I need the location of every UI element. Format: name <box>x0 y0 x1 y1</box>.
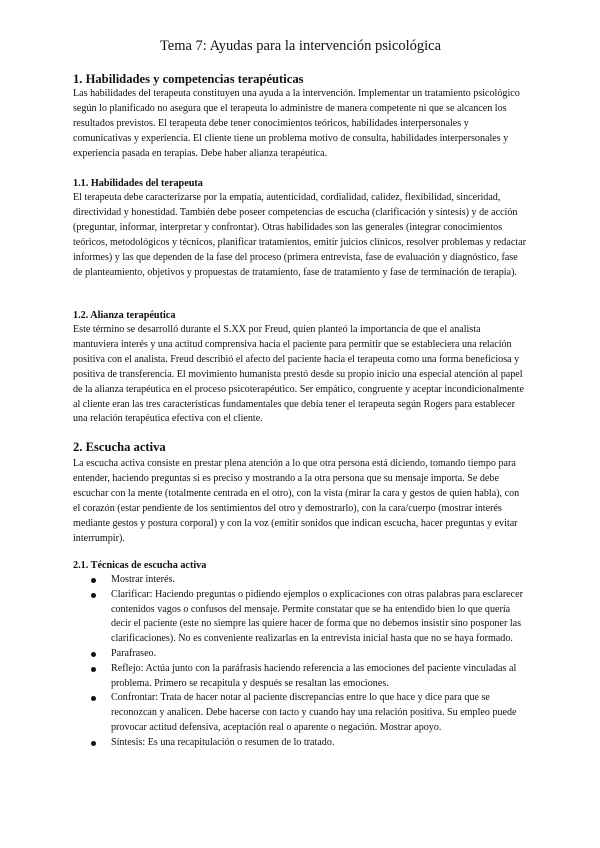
list-item <box>91 736 528 751</box>
section-heading-escucha-activa: 2. Escucha activa <box>73 440 166 454</box>
list-item <box>91 662 528 692</box>
list-item-text: Reflejo: Actúa junto con la paráfrasis haciendo referencia a las emociones del paciente vinculadas al problema. Primero se recapitula y después se resaltan las emociones. <box>111 662 517 689</box>
bullet-icon <box>91 667 96 672</box>
section-heading-habilidades-competencias: 1. Habilidades y competencias terapéuticas <box>73 72 304 86</box>
list-item <box>91 573 528 588</box>
list-item-text: Clarificar: Haciendo preguntas o pidiendo ejemplos o explicaciones con otras palabras para esclarecer contenidos vagos o confusos del mensaje. Permite constatar que se ha entendido bien lo que quería decir el paciente (este no siempre las quiere hacer de forma que no debemos insistir sino posponer las clarificaciones). No es conveniente realizarlas en la entrevista inicial hasta que no se haya formado. <box>111 588 523 645</box>
bullet-icon <box>91 593 96 598</box>
bullet-icon <box>91 696 96 701</box>
section-paragraph-habilidades-competencias: Las habilidades del terapeuta constituyen una ayuda a la intervención. Implementar un tratamiento psicológico según lo planificado no asegura que el terapeuta lo administre de manera competente ni que se alcancen los resultados previstos. El terapeuta debe tener conocimientos teóricos, habilidades interpersonales y comunicativas y experiencia. El cliente tiene un problema motivo de consulta, habilidades interpersonales y experiencia pasada en terapias. Debe haber alianza terapéutica. <box>73 88 520 159</box>
section-paragraph-escucha-activa: La escucha activa consiste en prestar plena atención a lo que otra persona está diciendo, tomando tiempo para entender, haciendo preguntas si es preciso y mostrando a la otra persona que su mensaje importa. Se debe escuchar con la mente (totalmente centrada en el otro), con la vista (mirar la cara y gestos de quien habla), con el corazón (estar pendiente de los sentimientos del otro y demostrarlo), con la cara/cuerpo (mostrar interés mediante gestos y postura corporal) y con la voz (emitir sonidos que indican escucha, hacer preguntas y evitar interrumpir). <box>73 458 520 544</box>
list-item-text: Síntesis: Es una recapitulación o resumen de lo tratado. <box>111 736 335 748</box>
bullet-icon <box>91 741 96 746</box>
subsection-paragraph-habilidades-terapeuta: El terapeuta debe caracterizarse por la empatía, autenticidad, cordialidad, calidez, flexibilidad, sinceridad, directividad y honestidad. También debe poseer competencias de escucha (clarificación y síntesis) y de acción (preguntar, informar, interpretar y confrontar). Otras habilidades son las generales (integrar conocimientos teóricos, metodológicos y técnicos, planificar tratamientos, emitir juicios clínicos, resolver problemas y redactar informes) y las que dependen de la fase del proceso (primera entrevista, fase de evaluación y diagnóstico, fase de planteamiento, objetivos y propuestas de tratamiento, fase de tratamiento y fase de terminación de terapia). <box>73 192 526 278</box>
subsection-heading-alianza-terapeutica: 1.2. Alianza terapéutica <box>73 310 176 321</box>
list-item <box>91 691 528 735</box>
subsection-paragraph-alianza-terapeutica: Este término se desarrolló durante el S.XX por Freud, quien planteó la importancia de que el analista mantuviera interés y una actitud comprensiva hacia el paciente para permitir que se estableciera una relación positiva con el analista. Freud describió el afecto del paciente hacia el terapeuta como una forma beneficiosa y positiva de transferencia. El movimiento humanista prestó desde su propio inicio una especial atención al papel de la alianza terapéutica en el proceso psicoterapéutico. Ser empático, congruente y aceptar incondicionalmente al cliente eran las tres características fundamentales que debía tener el terapeuta según Rogers para establecer una relación terapéutica efectiva con el cliente. <box>73 324 524 425</box>
list-item-text: Confrontar: Trata de hacer notar al paciente discrepancias entre lo que hace y dice para que se reconozcan y analicen. Debe hacerse con tacto y cuando hay una relación positiva. Su empleo puede provocar actitud defensiva, aceptación real o aparente o negación. Mostrar apoyo. <box>111 692 517 733</box>
techniques-list <box>91 573 528 751</box>
bullet-icon <box>91 652 96 657</box>
list-item <box>91 588 528 647</box>
subsection-heading-habilidades-terapeuta: 1.1. Habilidades del terapeuta <box>73 178 203 189</box>
subsection-heading-tecnicas-escucha: 2.1. Técnicas de escucha activa <box>73 560 207 571</box>
list-item-text: Mostrar interés. <box>111 574 175 585</box>
list-item-text: Parafraseo. <box>111 647 157 659</box>
bullet-icon <box>91 578 96 583</box>
list-item <box>91 647 528 662</box>
page-title: Tema 7: Ayudas para la intervención psicológica <box>159 38 442 54</box>
